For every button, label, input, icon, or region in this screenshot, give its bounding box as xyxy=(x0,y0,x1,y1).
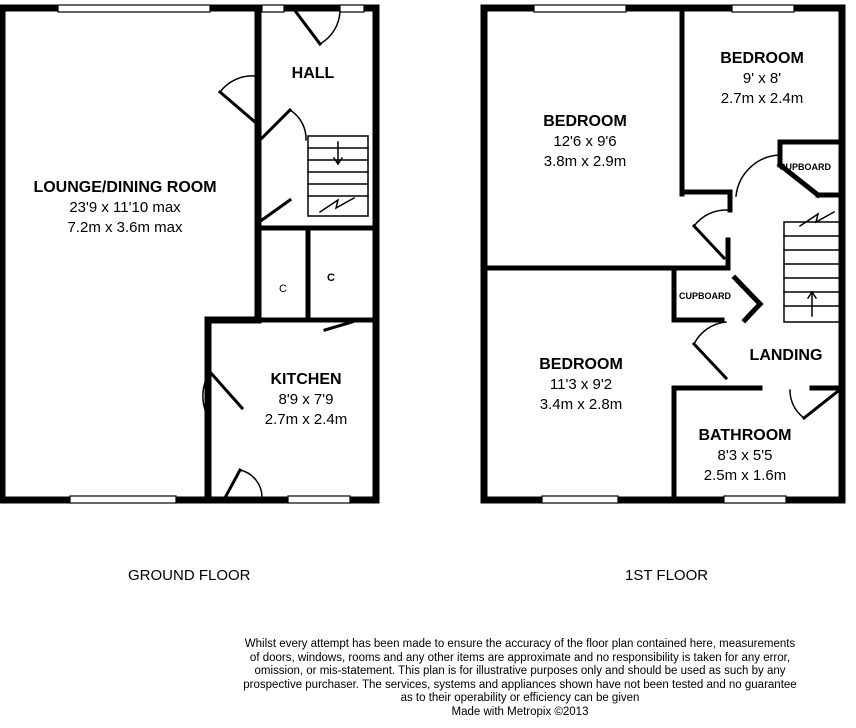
bedroom-2-label xyxy=(690,49,834,109)
room-name: BEDROOM xyxy=(539,356,623,373)
room-name: KITCHEN xyxy=(270,371,342,388)
room-name: HALL xyxy=(291,65,335,82)
first-floor-title: 1ST FLOOR xyxy=(625,567,709,584)
cupboard-label: CUPBOARD xyxy=(679,291,732,301)
room-imperial: 12'6 x 9'6 xyxy=(553,133,617,150)
closet-label: C xyxy=(279,283,287,295)
room-name: LANDING xyxy=(749,347,823,364)
credit: Made with Metropix ©2013 xyxy=(451,705,589,718)
room-imperial: 9' x 8' xyxy=(742,70,782,87)
landing-label xyxy=(740,346,832,366)
ground-floor-title: GROUND FLOOR xyxy=(128,567,251,584)
room-metric: 3.8m x 2.9m xyxy=(543,153,627,170)
room-metric: 2.5m x 1.6m xyxy=(703,467,787,484)
closet-label: C xyxy=(327,272,335,284)
lounge-dining-room-label xyxy=(0,178,250,238)
room-name: BEDROOM xyxy=(720,50,804,67)
disclaimer-line: as to their operability or efficiency can be given xyxy=(400,692,640,705)
room-metric: 2.7m x 2.4m xyxy=(264,411,348,428)
disclaimer-line: prospective purchaser. The services, systems and appliances shown have not been tested and no guarantee xyxy=(243,678,797,691)
first-floor-stairs xyxy=(784,212,840,322)
bedroom-1-label xyxy=(510,112,660,172)
disclaimer-line: Whilst every attempt has been made to ensure the accuracy of the floor plan contained here, measurements xyxy=(244,638,796,650)
kitchen-label xyxy=(240,370,372,430)
room-metric: 7.2m x 3.6m max xyxy=(67,219,183,236)
room-imperial: 8'3 x 5'5 xyxy=(717,447,773,464)
ground-floor-internal-walls xyxy=(258,8,376,320)
disclaimer-line: of doors, windows, rooms and any other items are approximate and no responsibility is taken for any error, xyxy=(249,651,791,664)
room-imperial: 23'9 x 11'10 max xyxy=(69,199,181,216)
disclaimer-line: omission, or mis-statement. This plan is for illustrative purposes only and should be used as such by any xyxy=(254,665,786,678)
room-metric: 2.7m x 2.4m xyxy=(720,90,804,107)
bathroom-label xyxy=(678,426,812,486)
bedroom-3-label xyxy=(506,355,656,415)
room-imperial: 8'9 x 7'9 xyxy=(278,391,334,408)
hall-label xyxy=(280,64,346,84)
room-name: BATHROOM xyxy=(698,427,792,444)
disclaimer xyxy=(200,638,840,720)
room-metric: 3.4m x 2.8m xyxy=(539,396,623,413)
ground-floor-stairs xyxy=(308,136,368,216)
room-name: LOUNGE/DINING ROOM xyxy=(33,179,217,196)
room-imperial: 11'3 x 9'2 xyxy=(549,376,613,393)
cupboard-label: CUPBOARD xyxy=(779,162,832,172)
room-name: BEDROOM xyxy=(543,113,627,130)
